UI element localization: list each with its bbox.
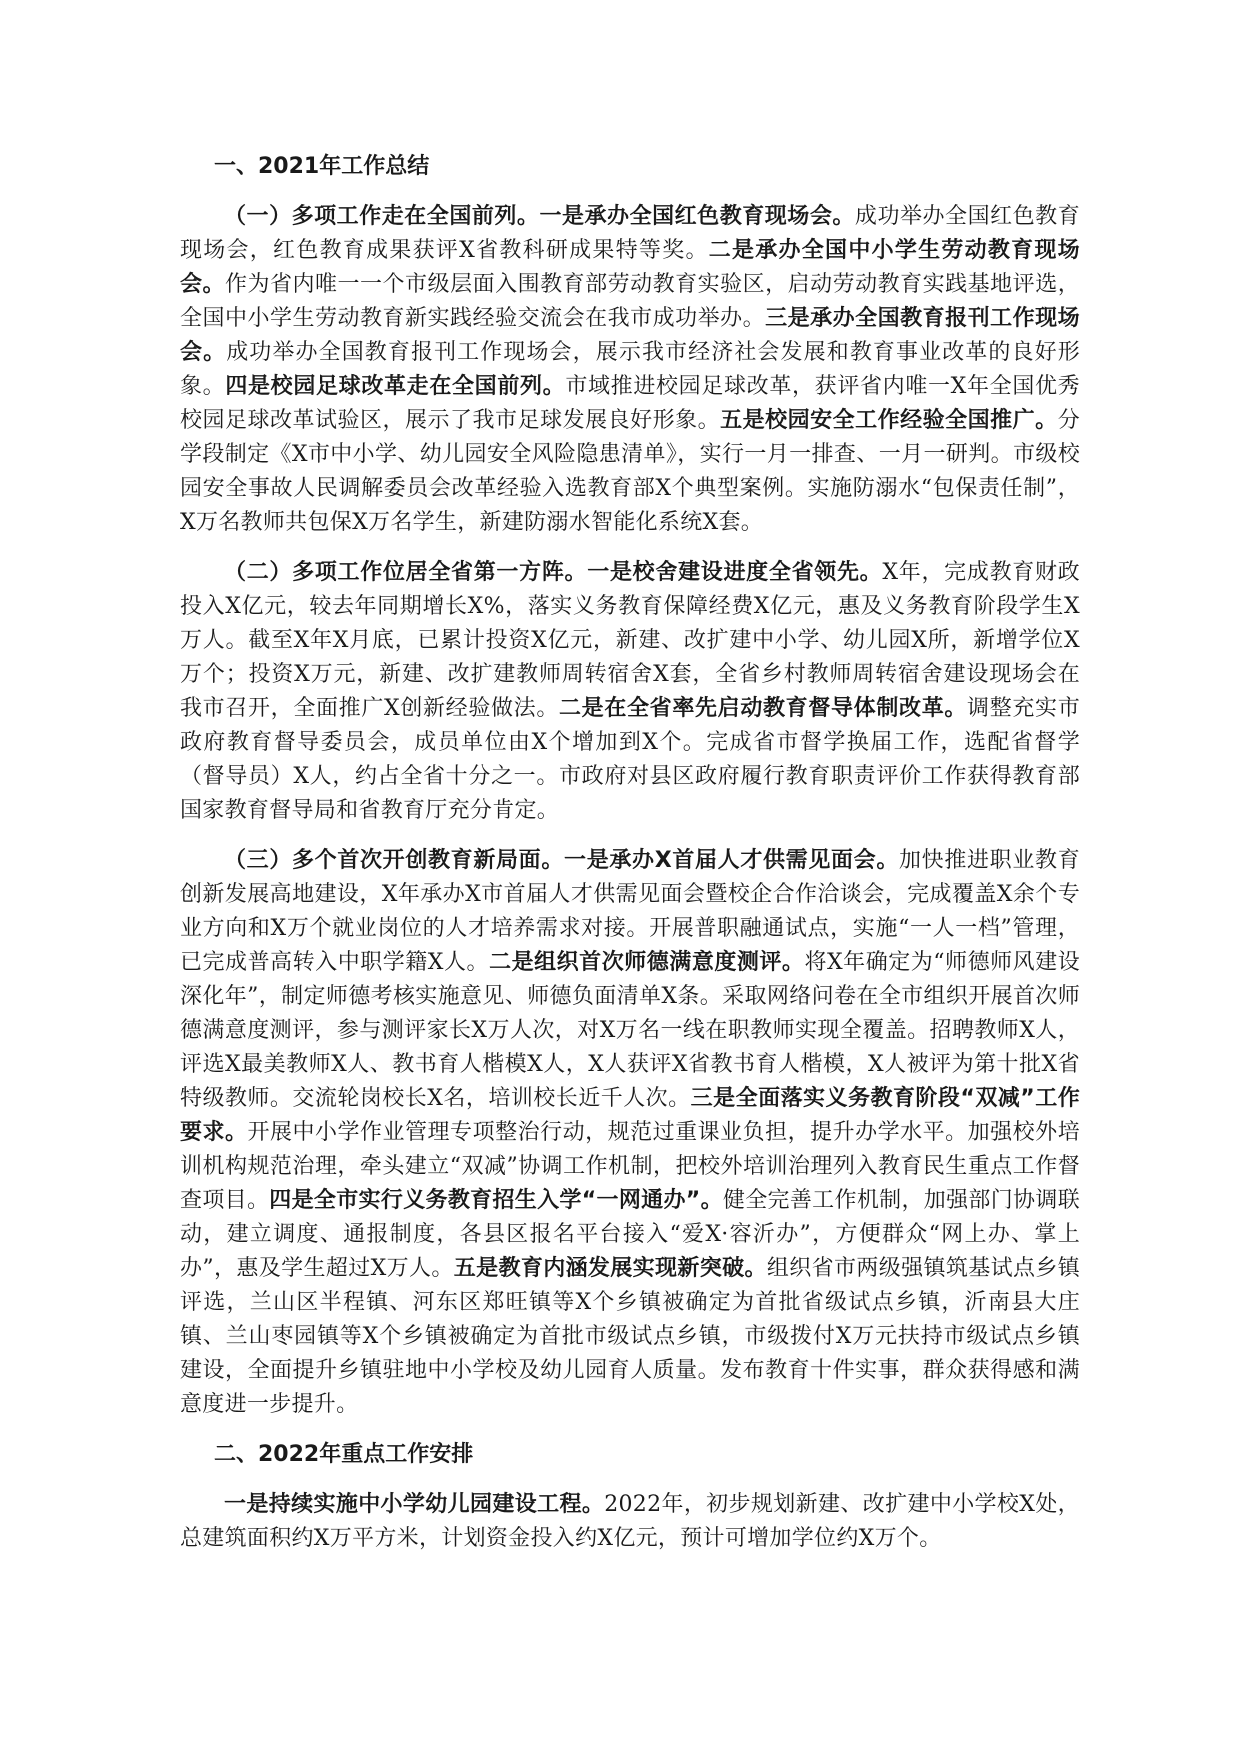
para3-run: 四是全市实行义务教育招生入学“一网通办”。: [269, 1188, 723, 1213]
paragraph-first-time-initiatives: [180, 844, 1080, 1422]
para3-run: 三是全面落实义务教育阶段“双减”工作要求。: [180, 1086, 1080, 1145]
para1-run: 分学段制定《X市中小学、幼儿园安全风险隐患清单》，实行一月一排查、一月一研判。市级校园安全事故人民调解委员会改革经验入选教育部X个典型案例。实施防溺水“包保责任制”，X万名教师共包保X万名学生，新建防溺水智能化系统X套。: [180, 408, 1080, 535]
document-page: [180, 150, 1080, 1572]
para3-run: 五是教育内涵发展实现新突破。: [453, 1256, 767, 1281]
para1-run: 三是承办全国教育报刊工作现场会。: [180, 306, 1080, 365]
para2-run: 二是在全省率先启动教育督导体制改革。: [559, 696, 968, 721]
para4-run: 2022年，初步规划新建、改扩建中小学校X处，总建筑面积约X万平方米，计划资金投入约X亿元，预计可增加学位约X万个。: [180, 1492, 1080, 1551]
para1-run: 成功举办全国红色教育现场会，红色教育成果获评X省教科研成果特等奖。: [180, 204, 1080, 263]
para1-run: 一是承办全国红色教育现场会。: [539, 204, 855, 229]
para1-run: 作为省内唯一一个市级层面入围教育部劳动教育实验区，启动劳动教育实践基地评选，全国中小学生劳动教育新实践经验交流会在我市成功举办。: [180, 272, 1080, 331]
para1-run: 二是承办全国中小学生劳动教育现场会。: [180, 238, 1080, 297]
para3-run: （三）多个首次开创教育新局面。: [224, 848, 565, 873]
paragraph-school-construction: [180, 1488, 1080, 1556]
para1-run: 四是校园足球改革走在全国前列。: [225, 374, 566, 399]
para3-run: 二是组织首次师德满意度测评。: [489, 950, 805, 975]
para1-run: 成功举办全国教育报刊工作现场会，展示我市经济社会发展和教育事业改革的良好形象。: [180, 340, 1080, 399]
para1-run: 五是校园安全工作经验全国推广。: [720, 408, 1058, 433]
para3-run: 组织省市两级强镇筑基试点乡镇评选，兰山区半程镇、河东区郑旺镇等X个乡镇被确定为首批省级试点乡镇，沂南县大庄镇、兰山枣园镇等X个乡镇被确定为首批市级试点乡镇，市级拨付X万元扶持市级试点乡镇建设，全面提升乡镇驻地中小学校及幼儿园育人质量。发布教育十件实事，群众获得感和满意度进一步提升。: [180, 1256, 1081, 1417]
para2-run: （二）多项工作位居全省第一方阵。: [224, 560, 588, 585]
para2-run: 一是校舍建设进度全省领先。: [587, 560, 883, 585]
para1-run: （一）多项工作走在全国前列。: [224, 204, 540, 229]
para2-run: X年，完成教育财政投入X亿元，较去年同期增长X%，落实义务教育保障经费X亿元，惠及义务教育阶段学生X万人。截至X年X月底，已累计投资X亿元，新建、改扩建中小学、幼儿园X所，新增学位X万个；投资X万元，新建、改扩建教师周转宿舍X套，全省乡村教师周转宿舍建设现场会在我市召开，全面推广X创新经验做法。: [180, 560, 1080, 721]
para3-run: 一是承办X首届人才供需见面会。: [564, 848, 900, 873]
section-heading-2021-summary: 一、2021年工作总结: [214, 154, 430, 179]
paragraph-provincial-first-tier: [180, 556, 1080, 828]
para3-run: 开展中小学作业管理专项整治行动，规范过重课业负担，提升办学水平。加强校外培训机构规范治理，牵头建立“双减”协调工作机制，把校外培训治理列入教育民生重点工作督查项目。: [180, 1120, 1080, 1213]
para4-run: 一是持续实施中小学幼儿园建设工程。: [224, 1492, 605, 1517]
para3-run: 将X年确定为“师德师风建设深化年”，制定师德考核实施意见、师德负面清单X条。采取网络问卷在全市组织开展首次师德满意度测评，参与测评家长X万人次，对X万名一线在职教师实现全覆盖。招聘教师X人，评选X最美教师X人、教书育人楷模X人，X人获评X省教书育人楷模，X人被评为第十批X省特级教师。交流轮岗校长X名，培训校长近千人次。: [180, 950, 1080, 1111]
para2-run: 调整充实市政府教育督导委员会，成员单位由X个增加到X个。完成省市督学换届工作，选配省督学（督导员）X人，约占全省十分之一。市政府对县区政府履行教育职责评价工作获得教育部国家教育督导局和省教育厅充分肯定。: [180, 696, 1080, 823]
para1-run: 市域推进校园足球改革，获评省内唯一X年全国优秀校园足球改革试验区，展示了我市足球发展良好形象。: [180, 374, 1080, 433]
paragraph-national-leading: [180, 200, 1080, 540]
para3-run: 加快推进职业教育创新发展高地建设，X年承办X市首届人才供需见面会暨校企合作洽谈会，完成覆盖X余个专业方向和X万个就业岗位的人才培养需求对接。开展普职融通试点，实施“一人一档”管理，已完成普高转入中职学籍X人。: [180, 848, 1080, 975]
section-heading-2022-plan: 二、2022年重点工作安排: [214, 1442, 474, 1467]
para3-run: 健全完善工作机制，加强部门协调联动，建立调度、通报制度，各县区报名平台接入“爱X·容沂办”，方便群众“网上办、掌上办”，惠及学生超过X万人。: [180, 1188, 1080, 1281]
